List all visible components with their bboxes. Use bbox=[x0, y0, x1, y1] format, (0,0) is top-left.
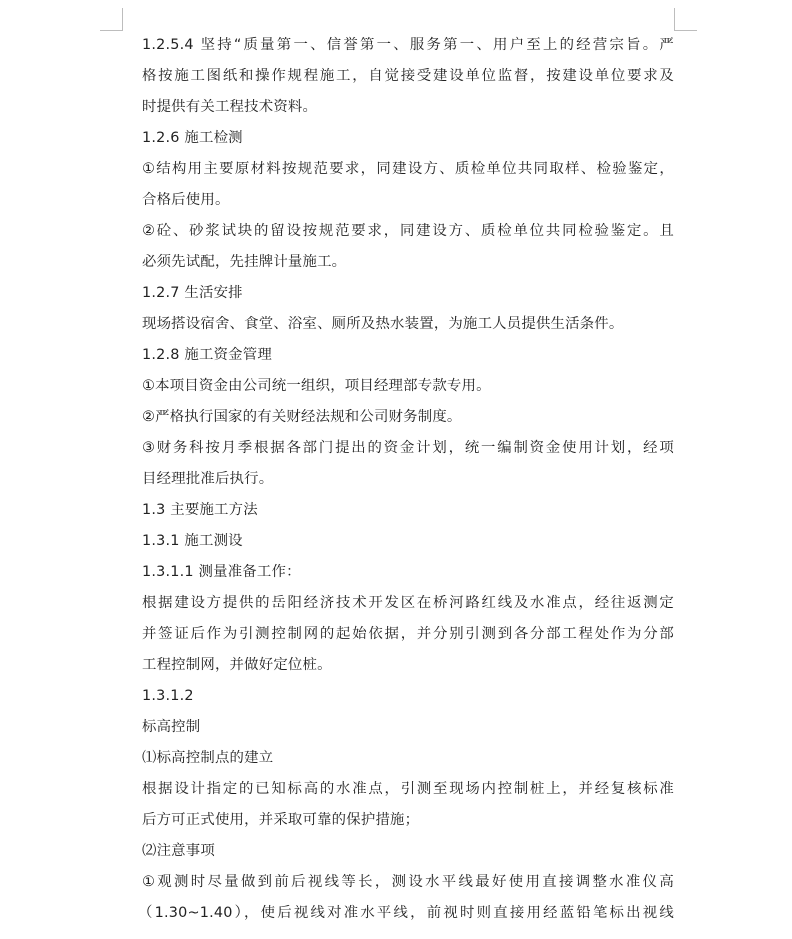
text-line: 现场搭设宿舍、食堂、浴室、厕所及热水装置，为施工人员提供生活条件。 bbox=[142, 316, 624, 332]
text-line: ②严格执行国家的有关财经法规和公司财务制度。 bbox=[142, 409, 462, 425]
text-line: 根据设计指定的已知标高的水准点，引测至现场内控制桩上，并经复核标准 bbox=[142, 781, 674, 797]
page-corner-mark-top-right bbox=[674, 8, 697, 31]
text-line: 根据建设方提供的岳阳经济技术开发区在桥河路红线及水准点，经往返测定 bbox=[142, 595, 674, 611]
text-line: 并签证后作为引测控制网的起始依据，并分别引测到各分部工程处作为分部 bbox=[142, 626, 674, 642]
text-line: 后方可正式使用，并采取可靠的保护措施； bbox=[142, 812, 420, 828]
section-heading: 1.3.1.2 bbox=[142, 688, 194, 704]
section-heading: 1.3.1.1 测量准备工作： bbox=[142, 564, 301, 580]
text-line: 格按施工图纸和操作规程施工，自觉接受建设单位监督，按建设单位要求及 bbox=[142, 68, 674, 84]
text-line: ①观测时尽量做到前后视线等长，测设水平线最好使用直接调整水准仪高 bbox=[142, 874, 674, 890]
text-line: ①本项目资金由公司统一组织，项目经理部专款专用。 bbox=[142, 378, 491, 394]
text-line: 时提供有关工程技术资料。 bbox=[142, 99, 318, 115]
page-corner-mark-top-left bbox=[100, 8, 123, 31]
text-line: ②砼、砂浆试块的留设按规范要求，同建设方、质检单位共同检验鉴定。且 bbox=[142, 223, 674, 239]
text-line: （1.30~1.40），使后视线对准水平线，前视时则直接用经蓝铅笔标出视线 bbox=[138, 905, 674, 921]
section-heading: 标高控制 bbox=[142, 719, 201, 735]
section-heading: 1.2.8 施工资金管理 bbox=[142, 347, 272, 363]
text-line: ③财务科按月季根据各部门提出的资金计划，统一编制资金使用计划，经项 bbox=[142, 440, 674, 456]
text-line: 工程控制网，并做好定位桩。 bbox=[142, 657, 332, 673]
text-line: 合格后使用。 bbox=[142, 192, 230, 208]
section-heading: 1.2.6 施工检测 bbox=[142, 130, 243, 146]
section-heading: 1.3 主要施工方法 bbox=[142, 502, 258, 518]
text-line: 目经理批准后执行。 bbox=[142, 471, 274, 487]
text-line: 必须先试配，先挂牌计量施工。 bbox=[142, 254, 347, 270]
subsection-heading: ⑵注意事项 bbox=[142, 843, 215, 859]
section-heading: 1.3.1 施工测设 bbox=[142, 533, 243, 549]
section-heading: 1.2.7 生活安排 bbox=[142, 285, 243, 301]
text-line: ①结构用主要原材料按规范要求，同建设方、质检单位共同取样、检验鉴定， bbox=[142, 161, 674, 177]
text-line: 1.2.5.4 坚持“质量第一、信誉第一、服务第一、用户至上的经营宗旨。严 bbox=[142, 37, 674, 53]
subsection-heading: ⑴标高控制点的建立 bbox=[142, 750, 274, 766]
document-body bbox=[138, 30, 674, 929]
